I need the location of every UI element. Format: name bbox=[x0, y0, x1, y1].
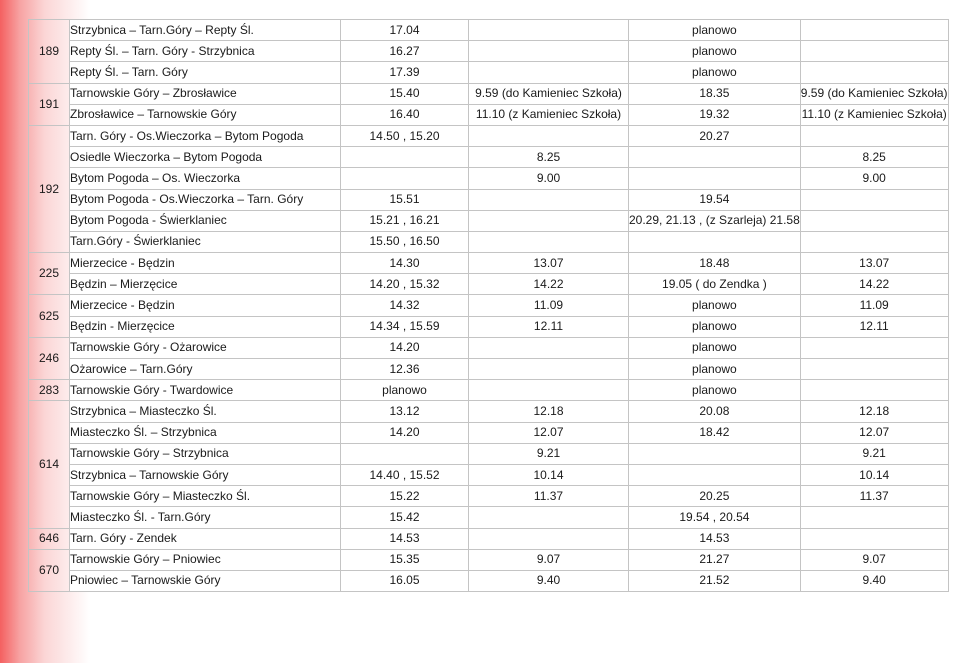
route-name: Zbrosławice – Tarnowskie Góry bbox=[70, 104, 341, 125]
departure-times-col3: planowo bbox=[629, 20, 801, 41]
route-name: Repty Śl. – Tarn. Góry bbox=[70, 62, 341, 83]
departure-times-col1: 16.05 bbox=[341, 570, 469, 591]
route-name: Tarnowskie Góry – Zbrosławice bbox=[70, 83, 341, 104]
schedule-row bbox=[29, 168, 949, 189]
departure-times-col4: 13.07 bbox=[800, 253, 948, 274]
route-name: Będzin - Mierzęcice bbox=[70, 316, 341, 337]
departure-times-col2: 14.22 bbox=[469, 274, 629, 295]
departure-times-col1: 14.53 bbox=[341, 528, 469, 549]
departure-times-col4: 11.10 (z Kamieniec Szkoła) bbox=[800, 104, 948, 125]
departure-times-col2: 9.07 bbox=[469, 549, 629, 570]
departure-times-col2: 9.21 bbox=[469, 443, 629, 464]
departure-times-col3: planowo bbox=[629, 380, 801, 401]
departure-times-col2 bbox=[469, 337, 629, 358]
schedule-row bbox=[29, 507, 949, 528]
schedule-row bbox=[29, 147, 949, 168]
departure-times-col4: 9.59 (do Kamieniec Szkoła) bbox=[800, 83, 948, 104]
route-name: Pniowiec – Tarnowskie Góry bbox=[70, 570, 341, 591]
departure-times-col3: 18.48 bbox=[629, 253, 801, 274]
departure-times-col4 bbox=[800, 62, 948, 83]
departure-times-col1: 14.20 , 15.32 bbox=[341, 274, 469, 295]
departure-times-col3: planowo bbox=[629, 316, 801, 337]
departure-times-col4 bbox=[800, 528, 948, 549]
departure-times-col2: 12.18 bbox=[469, 401, 629, 422]
departure-times-col1: 16.27 bbox=[341, 41, 469, 62]
departure-times-col2 bbox=[469, 380, 629, 401]
departure-times-col3: 20.27 bbox=[629, 125, 801, 146]
departure-times-col3: 21.52 bbox=[629, 570, 801, 591]
line-number: 189 bbox=[29, 20, 70, 84]
schedule-row bbox=[29, 486, 949, 507]
departure-times-col3: planowo bbox=[629, 359, 801, 380]
route-name: Ożarowice – Tarn.Góry bbox=[70, 359, 341, 380]
departure-times-col4: 11.09 bbox=[800, 295, 948, 316]
departure-times-col2 bbox=[469, 210, 629, 231]
departure-times-col4 bbox=[800, 231, 948, 252]
departure-times-col3: planowo bbox=[629, 62, 801, 83]
departure-times-col2: 11.10 (z Kamieniec Szkoła) bbox=[469, 104, 629, 125]
departure-times-col2: 10.14 bbox=[469, 464, 629, 485]
schedule-row bbox=[29, 316, 949, 337]
departure-times-col1: 17.04 bbox=[341, 20, 469, 41]
departure-times-col1: 12.36 bbox=[341, 359, 469, 380]
route-name: Strzybnica – Tarnowskie Góry bbox=[70, 464, 341, 485]
schedule-row bbox=[29, 104, 949, 125]
departure-times-col4 bbox=[800, 20, 948, 41]
route-name: Tarnowskie Góry - Twardowice bbox=[70, 380, 341, 401]
departure-times-col1: 13.12 bbox=[341, 401, 469, 422]
route-name: Miasteczko Śl. - Tarn.Góry bbox=[70, 507, 341, 528]
departure-times-col3: 18.35 bbox=[629, 83, 801, 104]
departure-times-col1: 14.40 , 15.52 bbox=[341, 464, 469, 485]
departure-times-col1: 15.21 , 16.21 bbox=[341, 210, 469, 231]
departure-times-col1: planowo bbox=[341, 380, 469, 401]
departure-times-col3: 19.54 bbox=[629, 189, 801, 210]
departure-times-col3: 20.29, 21.13 , (z Szarleja) 21.58 bbox=[629, 210, 801, 231]
departure-times-col1: 14.32 bbox=[341, 295, 469, 316]
departure-times-col1 bbox=[341, 147, 469, 168]
departure-times-col4 bbox=[800, 380, 948, 401]
schedule-row bbox=[29, 83, 949, 104]
departure-times-col4: 8.25 bbox=[800, 147, 948, 168]
line-number: 646 bbox=[29, 528, 70, 549]
departure-times-col3: planowo bbox=[629, 337, 801, 358]
departure-times-col4: 9.00 bbox=[800, 168, 948, 189]
departure-times-col3: planowo bbox=[629, 295, 801, 316]
departure-times-col2: 9.59 (do Kamieniec Szkoła) bbox=[469, 83, 629, 104]
route-name: Tarn.Góry - Świerklaniec bbox=[70, 231, 341, 252]
line-number: 192 bbox=[29, 125, 70, 252]
departure-times-col3 bbox=[629, 231, 801, 252]
departure-times-col1 bbox=[341, 443, 469, 464]
line-number: 283 bbox=[29, 380, 70, 401]
departure-times-col4: 10.14 bbox=[800, 464, 948, 485]
departure-times-col4: 14.22 bbox=[800, 274, 948, 295]
departure-times-col4 bbox=[800, 189, 948, 210]
route-name: Strzybnica – Miasteczko Śl. bbox=[70, 401, 341, 422]
schedule-row bbox=[29, 20, 949, 41]
departure-times-col2 bbox=[469, 125, 629, 146]
route-name: Tarn. Góry - Zendek bbox=[70, 528, 341, 549]
departure-times-col4 bbox=[800, 41, 948, 62]
departure-times-col3: 21.27 bbox=[629, 549, 801, 570]
departure-times-col4 bbox=[800, 359, 948, 380]
departure-times-col3 bbox=[629, 147, 801, 168]
route-name: Tarnowskie Góry – Strzybnica bbox=[70, 443, 341, 464]
line-number: 625 bbox=[29, 295, 70, 337]
departure-times-col2 bbox=[469, 20, 629, 41]
schedule-row bbox=[29, 549, 949, 570]
schedule-row bbox=[29, 380, 949, 401]
schedule-row bbox=[29, 274, 949, 295]
departure-times-col3: 20.08 bbox=[629, 401, 801, 422]
route-name: Repty Śl. – Tarn. Góry - Strzybnica bbox=[70, 41, 341, 62]
route-name: Mierzecice - Będzin bbox=[70, 253, 341, 274]
schedule-row bbox=[29, 337, 949, 358]
departure-times-col4: 12.11 bbox=[800, 316, 948, 337]
departure-times-col4: 9.07 bbox=[800, 549, 948, 570]
departure-times-col1: 17.39 bbox=[341, 62, 469, 83]
departure-times-col4: 11.37 bbox=[800, 486, 948, 507]
route-name: Bytom Pogoda - Os.Wieczorka – Tarn. Góry bbox=[70, 189, 341, 210]
route-name: Osiedle Wieczorka – Bytom Pogoda bbox=[70, 147, 341, 168]
line-number: 614 bbox=[29, 401, 70, 528]
departure-times-col4 bbox=[800, 210, 948, 231]
departure-times-col1: 14.30 bbox=[341, 253, 469, 274]
schedule-row bbox=[29, 528, 949, 549]
departure-times-col4 bbox=[800, 125, 948, 146]
schedule-row bbox=[29, 62, 949, 83]
schedule-row bbox=[29, 464, 949, 485]
departure-times-col4: 9.21 bbox=[800, 443, 948, 464]
line-number: 670 bbox=[29, 549, 70, 591]
departure-times-col1: 15.35 bbox=[341, 549, 469, 570]
route-name: Bytom Pogoda – Os. Wieczorka bbox=[70, 168, 341, 189]
schedule-row bbox=[29, 570, 949, 591]
departure-times-col1: 14.20 bbox=[341, 422, 469, 443]
departure-times-col1: 15.40 bbox=[341, 83, 469, 104]
departure-times-col1: 15.51 bbox=[341, 189, 469, 210]
departure-times-col2 bbox=[469, 528, 629, 549]
route-name: Bytom Pogoda - Świerklaniec bbox=[70, 210, 341, 231]
departure-times-col1: 15.42 bbox=[341, 507, 469, 528]
departure-times-col2 bbox=[469, 507, 629, 528]
schedule-row bbox=[29, 253, 949, 274]
bus-schedule-table bbox=[28, 19, 949, 592]
schedule-row bbox=[29, 295, 949, 316]
departure-times-col1: 14.20 bbox=[341, 337, 469, 358]
departure-times-col1: 15.50 , 16.50 bbox=[341, 231, 469, 252]
departure-times-col2: 8.25 bbox=[469, 147, 629, 168]
schedule-row bbox=[29, 41, 949, 62]
departure-times-col2: 12.11 bbox=[469, 316, 629, 337]
departure-times-col4: 12.18 bbox=[800, 401, 948, 422]
line-number: 246 bbox=[29, 337, 70, 379]
schedule-row bbox=[29, 125, 949, 146]
schedule-row bbox=[29, 401, 949, 422]
schedule-row bbox=[29, 422, 949, 443]
route-name: Będzin – Mierzęcice bbox=[70, 274, 341, 295]
departure-times-col3: planowo bbox=[629, 41, 801, 62]
route-name: Tarnowskie Góry - Ożarowice bbox=[70, 337, 341, 358]
schedule-row bbox=[29, 210, 949, 231]
route-name: Tarnowskie Góry – Pniowiec bbox=[70, 549, 341, 570]
departure-times-col3 bbox=[629, 464, 801, 485]
departure-times-col3: 19.54 , 20.54 bbox=[629, 507, 801, 528]
schedule-row bbox=[29, 189, 949, 210]
line-number: 191 bbox=[29, 83, 70, 125]
departure-times-col4 bbox=[800, 337, 948, 358]
departure-times-col1: 15.22 bbox=[341, 486, 469, 507]
departure-times-col4 bbox=[800, 507, 948, 528]
schedule-row bbox=[29, 359, 949, 380]
departure-times-col3: 14.53 bbox=[629, 528, 801, 549]
departure-times-col1: 14.50 , 15.20 bbox=[341, 125, 469, 146]
departure-times-col2: 12.07 bbox=[469, 422, 629, 443]
schedule-row bbox=[29, 443, 949, 464]
departure-times-col1 bbox=[341, 168, 469, 189]
departure-times-col3: 20.25 bbox=[629, 486, 801, 507]
departure-times-col3 bbox=[629, 443, 801, 464]
departure-times-col2 bbox=[469, 41, 629, 62]
departure-times-col1: 16.40 bbox=[341, 104, 469, 125]
departure-times-col3 bbox=[629, 168, 801, 189]
departure-times-col4: 12.07 bbox=[800, 422, 948, 443]
departure-times-col3: 18.42 bbox=[629, 422, 801, 443]
route-name: Strzybnica – Tarn.Góry – Repty Śl. bbox=[70, 20, 341, 41]
departure-times-col2 bbox=[469, 231, 629, 252]
departure-times-col2 bbox=[469, 359, 629, 380]
route-name: Tarn. Góry - Os.Wieczorka – Bytom Pogoda bbox=[70, 125, 341, 146]
departure-times-col3: 19.32 bbox=[629, 104, 801, 125]
departure-times-col2: 11.09 bbox=[469, 295, 629, 316]
departure-times-col4: 9.40 bbox=[800, 570, 948, 591]
schedule-row bbox=[29, 231, 949, 252]
departure-times-col2: 11.37 bbox=[469, 486, 629, 507]
line-number: 225 bbox=[29, 253, 70, 295]
departure-times-col2 bbox=[469, 189, 629, 210]
departure-times-col2 bbox=[469, 62, 629, 83]
departure-times-col2: 9.40 bbox=[469, 570, 629, 591]
departure-times-col2: 13.07 bbox=[469, 253, 629, 274]
departure-times-col1: 14.34 , 15.59 bbox=[341, 316, 469, 337]
route-name: Mierzecice - Będzin bbox=[70, 295, 341, 316]
departure-times-col2: 9.00 bbox=[469, 168, 629, 189]
route-name: Miasteczko Śl. – Strzybnica bbox=[70, 422, 341, 443]
route-name: Tarnowskie Góry – Miasteczko Śl. bbox=[70, 486, 341, 507]
departure-times-col3: 19.05 ( do Zendka ) bbox=[629, 274, 801, 295]
